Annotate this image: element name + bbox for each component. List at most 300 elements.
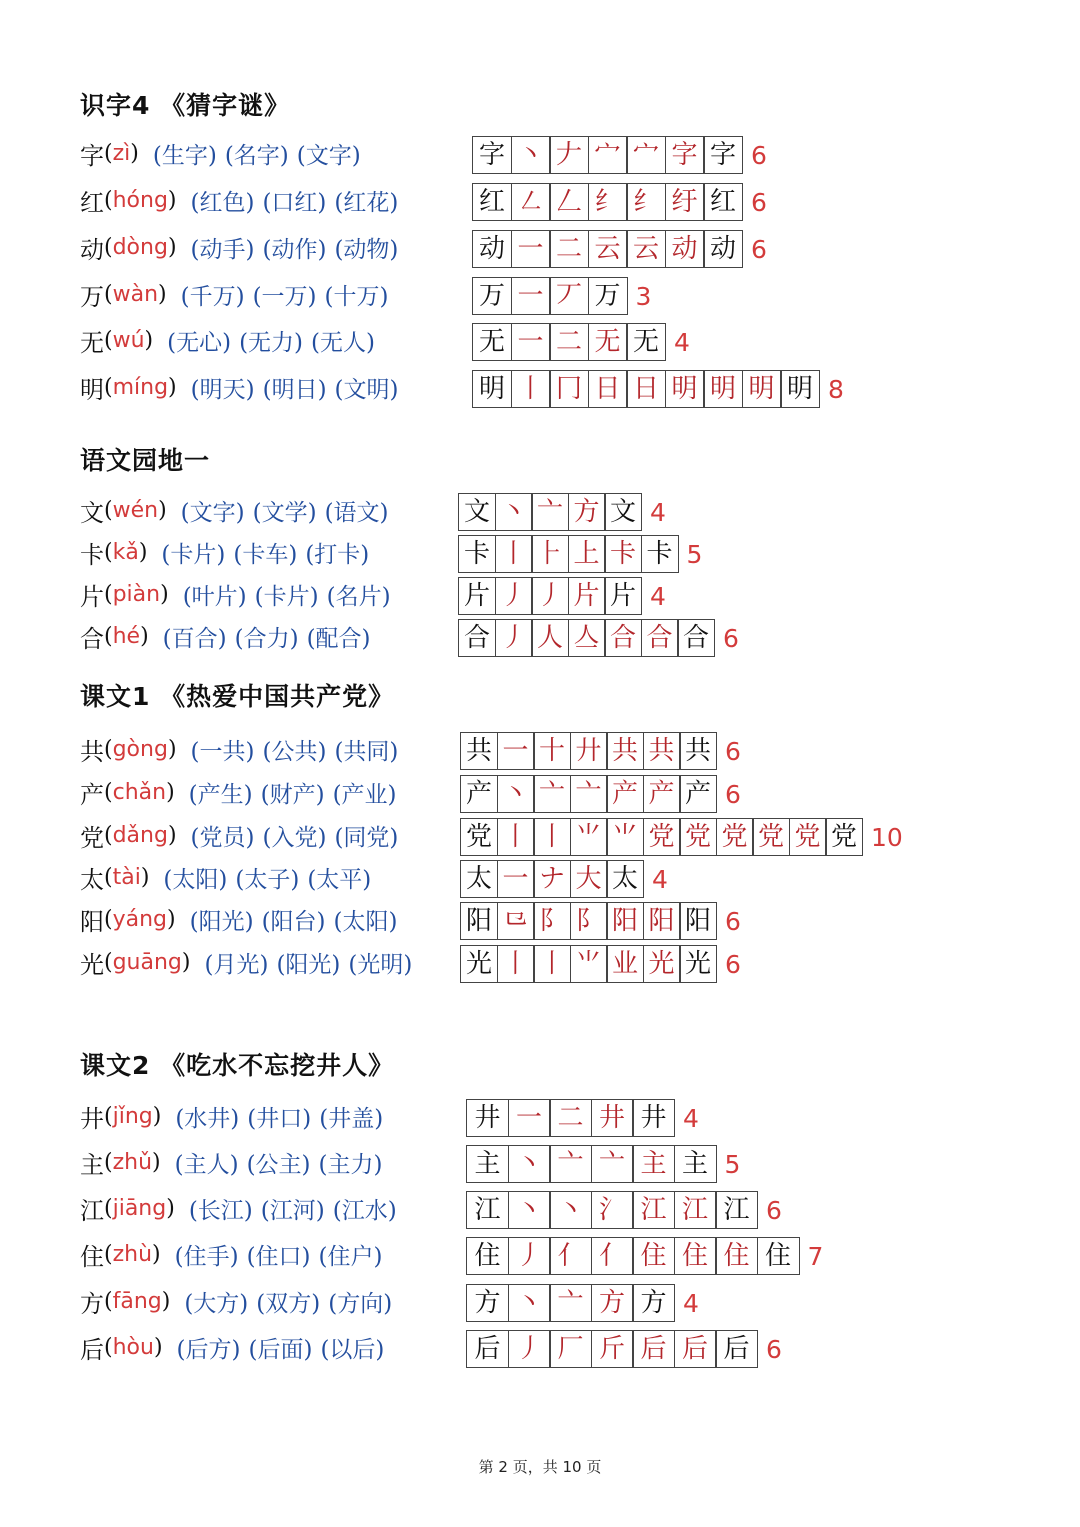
example-word: (卡片) xyxy=(254,584,319,610)
paren-close: ) xyxy=(181,950,191,975)
pinyin: chǎn xyxy=(112,780,167,805)
stroke-count: 5 xyxy=(724,1149,741,1179)
paren-open: ( xyxy=(104,1196,113,1221)
stroke-cell: 丨 xyxy=(497,818,535,856)
example-word: (双方) xyxy=(256,1291,321,1317)
stroke-cell: 𠂇 xyxy=(549,136,589,174)
example-word: (动物) xyxy=(334,237,399,263)
stroke-cell: 纟 xyxy=(588,183,628,221)
paren-close: ) xyxy=(152,1104,162,1129)
stroke-cell: 光 xyxy=(679,945,717,983)
character-info xyxy=(80,1237,390,1272)
paren-close: ) xyxy=(161,1289,171,1314)
character: 文 xyxy=(80,499,104,527)
example-word: (千万) xyxy=(180,284,245,310)
stroke-cell: 丨 xyxy=(533,945,571,983)
stroke-cell: 江 xyxy=(632,1191,675,1229)
stroke-cell: 合 xyxy=(677,619,715,657)
stroke-cell: 无 xyxy=(588,323,628,361)
stroke-cell: 产 xyxy=(643,775,681,813)
character-info xyxy=(80,183,406,218)
stroke-count: 4 xyxy=(683,1103,699,1133)
stroke-cell: 方 xyxy=(568,493,606,531)
stroke-cell: 后 xyxy=(632,1330,675,1368)
example-word: (产生) xyxy=(188,782,253,808)
stroke-count: 4 xyxy=(650,497,666,527)
stroke-cell: 动 xyxy=(665,230,705,268)
pinyin: tài xyxy=(112,865,141,890)
paren-open: ( xyxy=(104,235,113,260)
pinyin: fāng xyxy=(112,1289,162,1314)
stroke-order-grid xyxy=(472,183,767,221)
character-info xyxy=(80,1145,390,1180)
example-word: (一万) xyxy=(252,284,317,310)
paren-open: ( xyxy=(104,582,113,607)
stroke-cell: 文 xyxy=(604,493,642,531)
example-word: (产业) xyxy=(332,782,397,808)
stroke-order-grid xyxy=(460,732,741,770)
character: 明 xyxy=(80,376,104,404)
character-cell: 江 xyxy=(466,1191,509,1229)
stroke-cell: 共 xyxy=(606,732,644,770)
example-word: (江水) xyxy=(332,1198,397,1224)
pinyin: jiāng xyxy=(112,1196,167,1221)
character-info xyxy=(80,860,379,895)
character-cell: 明 xyxy=(472,370,512,408)
example-word: (无心) xyxy=(167,330,232,356)
pinyin: jǐng xyxy=(112,1104,153,1129)
paren-close: ) xyxy=(140,865,150,890)
stroke-order-grid xyxy=(472,230,767,268)
stroke-count: 4 xyxy=(683,1288,699,1318)
stroke-cell: ⺌ xyxy=(570,945,608,983)
paren-open: ( xyxy=(104,141,113,166)
stroke-count: 6 xyxy=(725,949,741,979)
stroke-cell: 丶 xyxy=(508,1284,551,1322)
paren-open: ( xyxy=(104,1335,113,1360)
paren-close: ) xyxy=(166,780,175,805)
example-word: (语文) xyxy=(324,500,389,526)
stroke-cell: 十 xyxy=(533,732,571,770)
example-word: (配合) xyxy=(306,626,371,652)
example-word: (生字) xyxy=(152,143,217,169)
character-info xyxy=(80,818,406,853)
stroke-count: 3 xyxy=(635,281,652,311)
character: 产 xyxy=(80,781,104,809)
character-info xyxy=(80,732,406,767)
example-word: (主人) xyxy=(174,1152,239,1178)
stroke-cell: 纡 xyxy=(665,183,705,221)
stroke-cell: 丶 xyxy=(497,775,535,813)
example-word: (太阳) xyxy=(163,867,228,893)
stroke-cell: 一 xyxy=(508,1099,551,1137)
example-word: (以后) xyxy=(320,1337,385,1363)
stroke-cell: 二 xyxy=(549,230,589,268)
pinyin: dòng xyxy=(112,235,168,260)
example-word: (水井) xyxy=(175,1106,240,1132)
example-word: (方向) xyxy=(328,1291,393,1317)
example-word: (后面) xyxy=(248,1337,313,1363)
stroke-cell: 片 xyxy=(604,577,642,615)
character: 太 xyxy=(80,866,104,894)
character: 阳 xyxy=(80,908,104,936)
character-info xyxy=(80,370,407,405)
paren-open: ( xyxy=(104,823,113,848)
stroke-cell: 业 xyxy=(606,945,644,983)
character-cell: 动 xyxy=(472,230,512,268)
pinyin: kǎ xyxy=(112,540,139,565)
stroke-cell: 方 xyxy=(591,1284,634,1322)
stroke-cell: 主 xyxy=(674,1145,717,1183)
character-info xyxy=(80,230,406,265)
stroke-cell: ⺋ xyxy=(497,902,535,940)
stroke-cell: 亠 xyxy=(533,775,571,813)
pinyin: hòu xyxy=(112,1335,154,1360)
pinyin: guāng xyxy=(112,950,182,975)
stroke-cell: 宀 xyxy=(588,136,628,174)
example-word: (文学) xyxy=(252,500,317,526)
paren-close: ) xyxy=(152,1150,161,1175)
example-word: (无人) xyxy=(311,330,375,356)
example-word: (名字) xyxy=(224,143,289,169)
example-word: (阳光) xyxy=(276,952,341,978)
example-word: (光明) xyxy=(348,952,413,978)
stroke-order-grid xyxy=(458,619,739,657)
example-word: (太子) xyxy=(235,867,300,893)
character-info xyxy=(80,493,397,528)
stroke-count: 4 xyxy=(674,327,690,357)
character-info xyxy=(80,1284,400,1319)
pinyin: zhù xyxy=(112,1242,153,1267)
example-word: (十万) xyxy=(324,284,389,310)
character-cell: 阳 xyxy=(460,902,498,940)
stroke-cell: 片 xyxy=(568,577,606,615)
example-word: (口红) xyxy=(262,190,327,216)
stroke-cell: 卡 xyxy=(641,535,679,573)
character-cell: 卡 xyxy=(458,535,496,573)
pinyin: zhǔ xyxy=(112,1150,153,1175)
stroke-cell: 亻 xyxy=(549,1237,592,1275)
example-word: (文明) xyxy=(334,377,399,403)
stroke-cell: 丿 xyxy=(495,577,533,615)
stroke-order-grid xyxy=(466,1237,823,1275)
stroke-order-grid xyxy=(460,902,741,940)
stroke-cell: 党 xyxy=(752,818,790,856)
stroke-cell: 一 xyxy=(511,230,551,268)
example-word: (一共) xyxy=(190,739,255,765)
character-cell: 字 xyxy=(472,136,512,174)
example-word: (主力) xyxy=(318,1152,383,1178)
paren-close: ) xyxy=(158,282,167,307)
character-cell: 无 xyxy=(472,323,512,361)
stroke-cell: 字 xyxy=(665,136,705,174)
paren-close: ) xyxy=(168,375,177,400)
stroke-cell: 井 xyxy=(591,1099,634,1137)
stroke-cell: ナ xyxy=(533,860,571,898)
character-info xyxy=(80,902,405,937)
character-cell: 万 xyxy=(472,277,512,315)
stroke-cell: 明 xyxy=(665,370,705,408)
pinyin: hé xyxy=(112,624,141,649)
stroke-cell: 一 xyxy=(497,732,535,770)
paren-close: ) xyxy=(140,624,149,649)
stroke-cell: 住 xyxy=(674,1237,717,1275)
stroke-cell: 阳 xyxy=(679,902,717,940)
stroke-cell: 万 xyxy=(588,277,628,315)
example-word: (叶片) xyxy=(182,584,247,610)
paren-open: ( xyxy=(104,737,113,762)
example-word: (同党) xyxy=(334,825,399,851)
paren-open: ( xyxy=(104,950,113,975)
stroke-cell: 云 xyxy=(626,230,666,268)
stroke-cell: 党 xyxy=(716,818,754,856)
stroke-count: 6 xyxy=(751,234,767,264)
stroke-cell: 丆 xyxy=(549,277,589,315)
stroke-cell: 合 xyxy=(641,619,679,657)
paren-close: ) xyxy=(138,540,148,565)
example-word: (红色) xyxy=(190,190,255,216)
stroke-cell: 住 xyxy=(632,1237,675,1275)
stroke-cell: 亠 xyxy=(570,775,608,813)
character-info xyxy=(80,277,396,312)
stroke-cell: 阳 xyxy=(643,902,681,940)
stroke-cell: 明 xyxy=(742,370,782,408)
stroke-cell: 丶 xyxy=(508,1191,551,1229)
example-word: (井盖) xyxy=(319,1106,384,1132)
stroke-cell: 丶 xyxy=(549,1191,592,1229)
stroke-order-grid xyxy=(460,945,741,983)
character: 住 xyxy=(80,1243,104,1271)
character-info xyxy=(80,136,369,171)
stroke-cell: 卡 xyxy=(604,535,642,573)
example-word: (明日) xyxy=(262,377,327,403)
stroke-cell: 江 xyxy=(674,1191,717,1229)
stroke-count: 6 xyxy=(751,187,767,217)
paren-open: ( xyxy=(104,540,113,565)
example-word: (井口) xyxy=(247,1106,312,1132)
stroke-cell: 阳 xyxy=(606,902,644,940)
character: 无 xyxy=(80,329,104,357)
stroke-cell: 斤 xyxy=(591,1330,634,1368)
pinyin: wén xyxy=(112,498,159,523)
pinyin: zì xyxy=(112,141,131,166)
example-word: (动手) xyxy=(190,237,255,263)
stroke-cell: 丨 xyxy=(497,945,535,983)
example-word: (公主) xyxy=(246,1152,311,1178)
stroke-cell: 厂 xyxy=(549,1330,592,1368)
pinyin: yáng xyxy=(112,907,168,932)
stroke-cell: 动 xyxy=(703,230,743,268)
stroke-count: 4 xyxy=(650,581,666,611)
section-title: 语文园地一 xyxy=(80,446,211,475)
character-cell: 党 xyxy=(460,818,498,856)
paren-close: ) xyxy=(167,235,177,260)
example-word: (阳光) xyxy=(189,909,254,935)
stroke-cell: ㇜ xyxy=(511,183,551,221)
paren-open: ( xyxy=(104,865,113,890)
stroke-order-grid xyxy=(466,1145,740,1183)
stroke-count: 8 xyxy=(828,374,844,404)
stroke-cell: 氵 xyxy=(591,1191,634,1229)
pinyin: wàn xyxy=(112,282,159,307)
stroke-cell: 纟 xyxy=(626,183,666,221)
stroke-order-grid xyxy=(458,535,702,573)
character: 共 xyxy=(80,738,104,766)
stroke-cell: 阝 xyxy=(533,902,571,940)
character-cell: 主 xyxy=(466,1145,509,1183)
character: 江 xyxy=(80,1197,104,1225)
example-word: (明天) xyxy=(190,377,255,403)
example-word: (卡片) xyxy=(161,542,226,568)
stroke-cell: 红 xyxy=(703,183,743,221)
example-word: (打卡) xyxy=(305,542,370,568)
stroke-cell: 住 xyxy=(757,1237,800,1275)
example-word: (红花) xyxy=(334,190,399,216)
pinyin: wú xyxy=(112,328,145,353)
stroke-order-grid xyxy=(458,493,666,531)
paren-open: ( xyxy=(104,907,113,932)
character: 光 xyxy=(80,951,104,979)
stroke-count: 6 xyxy=(725,906,741,936)
example-word: (党员) xyxy=(190,825,255,851)
character-info xyxy=(80,1330,392,1365)
example-word: (卡车) xyxy=(233,542,298,568)
stroke-count: 6 xyxy=(723,623,739,653)
stroke-cell: ⺌ xyxy=(570,818,608,856)
character-info xyxy=(80,945,420,980)
stroke-cell: 丨 xyxy=(511,370,551,408)
character: 万 xyxy=(80,283,104,311)
character-cell: 方 xyxy=(466,1284,509,1322)
character-cell: 片 xyxy=(458,577,496,615)
stroke-cell: 丨 xyxy=(495,535,533,573)
stroke-cell: 丶 xyxy=(508,1145,551,1183)
example-word: (财产) xyxy=(260,782,325,808)
paren-open: ( xyxy=(104,780,113,805)
stroke-cell: 后 xyxy=(715,1330,758,1368)
paren-open: ( xyxy=(104,624,113,649)
stroke-cell: 日 xyxy=(588,370,628,408)
example-word: (月光) xyxy=(204,952,269,978)
character-cell: 产 xyxy=(460,775,498,813)
stroke-cell: 井 xyxy=(632,1099,675,1137)
pinyin: míng xyxy=(112,375,169,400)
stroke-cell: 亠 xyxy=(591,1145,634,1183)
character: 井 xyxy=(80,1105,104,1133)
stroke-cell: 亠 xyxy=(549,1145,592,1183)
stroke-cell: 一 xyxy=(511,277,551,315)
character: 党 xyxy=(80,824,104,852)
stroke-count: 10 xyxy=(871,822,903,852)
stroke-cell: 主 xyxy=(632,1145,675,1183)
character: 字 xyxy=(80,142,104,170)
stroke-order-grid xyxy=(460,818,903,856)
character: 卡 xyxy=(80,541,104,569)
stroke-cell: 宀 xyxy=(626,136,666,174)
character-info xyxy=(80,775,405,810)
stroke-count: 6 xyxy=(751,140,767,170)
example-word: (太平) xyxy=(307,867,372,893)
character: 红 xyxy=(80,189,104,217)
stroke-cell: 字 xyxy=(703,136,743,174)
character-cell: 光 xyxy=(460,945,498,983)
stroke-cell: 丿 xyxy=(495,619,533,657)
stroke-cell: 江 xyxy=(715,1191,758,1229)
stroke-cell: 光 xyxy=(643,945,681,983)
character-cell: 文 xyxy=(458,493,496,531)
pinyin: dǎng xyxy=(112,823,168,848)
example-word: (百合) xyxy=(162,626,227,652)
paren-open: ( xyxy=(104,328,113,353)
stroke-cell: 明 xyxy=(780,370,820,408)
paren-close: ) xyxy=(158,498,167,523)
stroke-cell: 亠 xyxy=(549,1284,592,1322)
stroke-cell: 共 xyxy=(679,732,717,770)
stroke-order-grid xyxy=(472,277,651,315)
stroke-order-grid xyxy=(458,577,666,615)
character-info xyxy=(80,323,383,358)
example-word: (无力) xyxy=(239,330,304,356)
stroke-cell: 丨 xyxy=(533,818,571,856)
stroke-cell: 党 xyxy=(679,818,717,856)
stroke-order-grid xyxy=(460,860,668,898)
paren-close: ) xyxy=(144,328,154,353)
stroke-cell: 后 xyxy=(674,1330,717,1368)
stroke-order-grid xyxy=(472,370,844,408)
paren-open: ( xyxy=(104,1150,113,1175)
character: 主 xyxy=(80,1151,104,1179)
stroke-cell: 亻 xyxy=(591,1237,634,1275)
stroke-cell: 𠃋 xyxy=(549,183,589,221)
stroke-cell: 日 xyxy=(626,370,666,408)
stroke-cell: 党 xyxy=(825,818,863,856)
stroke-cell: ⺌ xyxy=(606,818,644,856)
character-cell: 共 xyxy=(460,732,498,770)
stroke-cell: 一 xyxy=(511,323,551,361)
stroke-cell: 党 xyxy=(643,818,681,856)
page-footer: 第 2 页，共 10 页 xyxy=(478,1458,602,1476)
stroke-count: 4 xyxy=(652,864,668,894)
character-info xyxy=(80,1099,391,1134)
character-cell: 太 xyxy=(460,860,498,898)
character-cell: 红 xyxy=(472,183,512,221)
character: 动 xyxy=(80,236,104,264)
stroke-cell: 廾 xyxy=(570,732,608,770)
section-title: 识字4 《猜字谜》 xyxy=(80,91,291,120)
stroke-cell: 合 xyxy=(604,619,642,657)
stroke-count: 6 xyxy=(766,1195,782,1225)
paren-close: ) xyxy=(167,737,177,762)
character: 片 xyxy=(80,583,104,611)
stroke-cell: 共 xyxy=(643,732,681,770)
paren-close: ) xyxy=(152,1242,161,1267)
stroke-order-grid xyxy=(466,1191,782,1229)
stroke-cell: 住 xyxy=(715,1237,758,1275)
paren-close: ) xyxy=(167,907,176,932)
paren-open: ( xyxy=(104,498,113,523)
paren-close: ) xyxy=(166,1196,175,1221)
paren-open: ( xyxy=(104,1289,113,1314)
stroke-count: 7 xyxy=(807,1241,824,1271)
stroke-cell: 丿 xyxy=(508,1330,551,1368)
example-word: (共同) xyxy=(334,739,399,765)
character-info xyxy=(80,535,377,570)
example-word: (住口) xyxy=(246,1244,311,1270)
stroke-cell: 云 xyxy=(588,230,628,268)
stroke-count: 5 xyxy=(686,539,703,569)
example-word: (后方) xyxy=(176,1337,241,1363)
stroke-order-grid xyxy=(466,1284,699,1322)
